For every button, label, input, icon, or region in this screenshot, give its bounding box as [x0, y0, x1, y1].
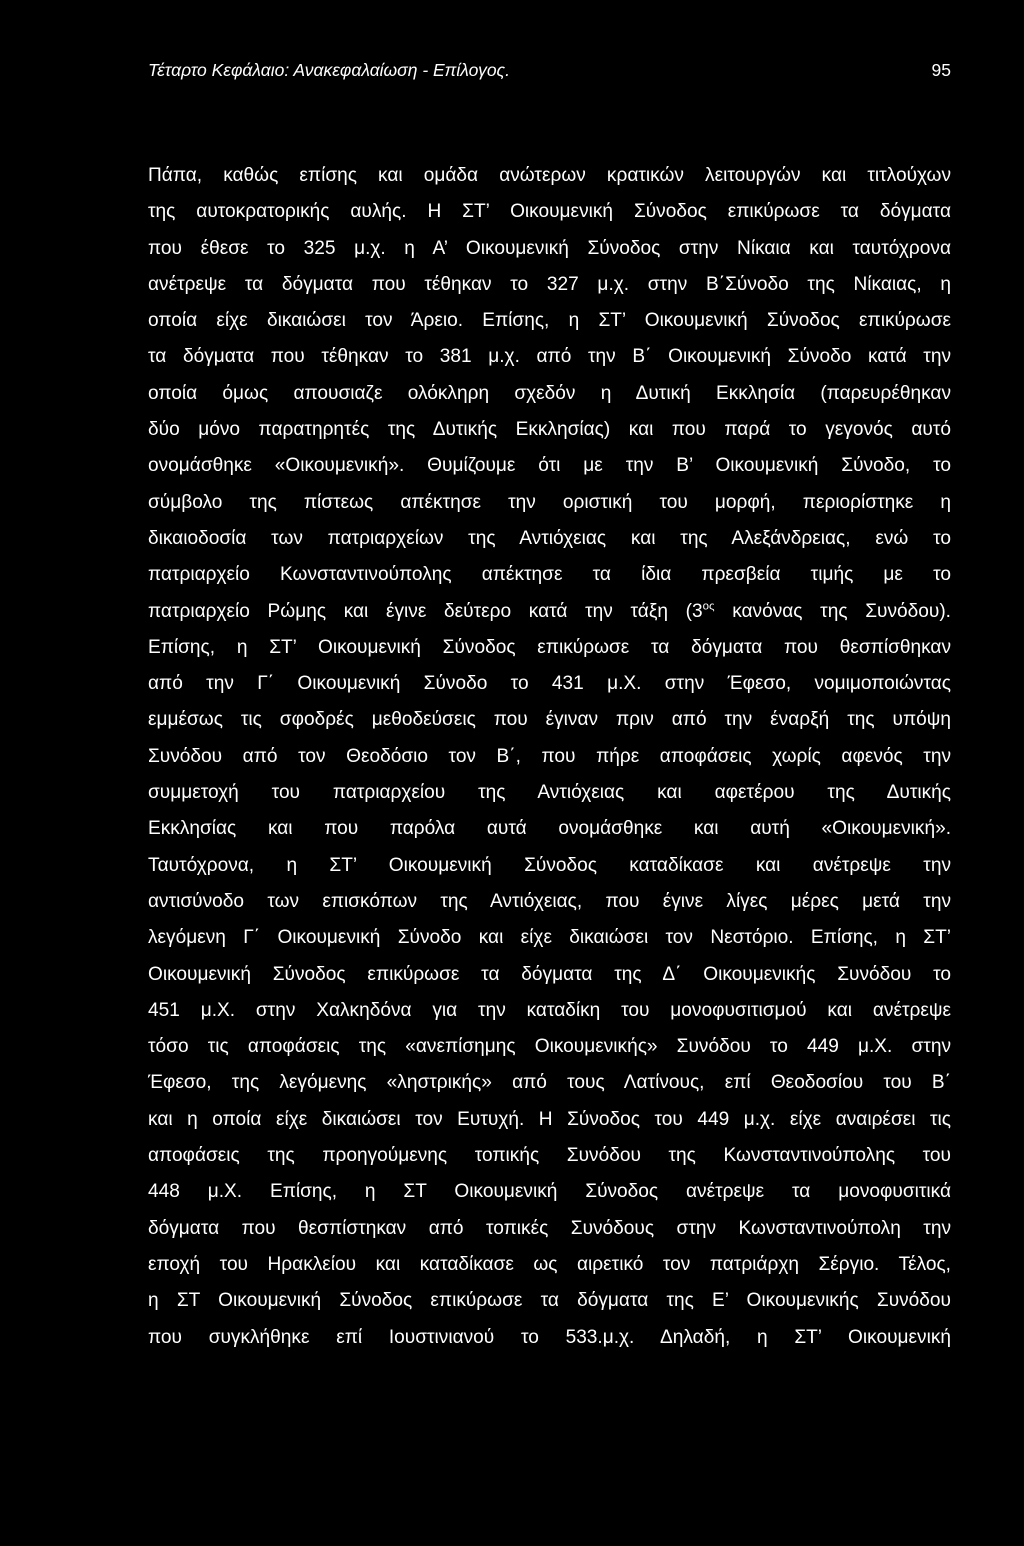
body-paragraph — [148, 158, 951, 1356]
text-line: σύμβολο της πίστεως απέκτησε την οριστική του μορφή, περιορίστηκε η — [148, 491, 951, 513]
text-line: τα δόγματα που τέθηκαν το 381 μ.χ. από την Β΄ Οικουμενική Σύνοδο κατά την — [148, 346, 951, 368]
text-line: 448 μ.Χ. Επίσης, η ΣΤ Οικουμενική Σύνοδος ανέτρεψε τα μονοφυσιτικά — [148, 1181, 951, 1203]
text-line: δύο μόνο παρατηρητές της Δυτικής Εκκλησίας) και που παρά το γεγονός αυτό — [148, 419, 951, 441]
text-line: Πάπα, καθώς επίσης και ομάδα ανώτερων κρατικών λειτουργών και τιτλούχων — [148, 165, 951, 186]
text-line: από την Γ΄ Οικουμενική Σύνοδο το 431 μ.Χ. στην Έφεσο, νομιμοποιώντας — [148, 673, 951, 695]
text-line: Συνόδου από τον Θεοδόσιο τον Β΄, που πήρε αποφάσεις χωρίς αφενός την — [148, 745, 951, 767]
text-line: εποχή του Ηρακλείου και καταδίκασε ως αιρετικό τον πατριάρχη Σέργιο. Τέλος, — [148, 1253, 951, 1275]
text-line: και η οποία είχε δικαιώσει τον Ευτυχή. Η Σύνοδος του 449 μ.χ. είχε αναιρέσει τις — [148, 1108, 951, 1130]
text-line: αντισύνοδο των επισκόπων της Αντιόχειας, που έγινε λίγες μέρες μετά την — [148, 890, 951, 912]
text-line: 451 μ.Χ. στην Χαλκηδόνα για την καταδίκη του μονοφυσιτισμού και ανέτρεψε — [148, 999, 951, 1021]
text-line: πατριαρχείο Ρώμης και έγινε δεύτερο κατά την τάξη ($3^{o\varsigma}$ κανόνας της Συνόδου). — [148, 600, 951, 622]
text-line: Ταυτόχρονα, η ΣΤ’ Οικουμενική Σύνοδος καταδίκασε και ανέτρεψε την — [148, 854, 951, 876]
text-line: πατριαρχείο Κωνσταντινούπολης απέκτησε τα ίδια πρεσβεία τιμής με το — [148, 564, 951, 586]
text-line: Οικουμενική Σύνοδος επικύρωσε τα δόγματα της Δ΄ Οικουμενικής Συνόδου το — [148, 963, 951, 985]
text-line: συμμετοχή του πατριαρχείου της Αντιόχειας και αφετέρου της Δυτικής — [148, 782, 951, 804]
page-number: 95 — [931, 60, 951, 80]
text-line: δικαιοδοσία των πατριαρχείων της Αντιόχειας και της Αλεξάνδρειας, ενώ το — [148, 527, 951, 549]
text-line: ανέτρεψε τα δόγματα που τέθηκαν το 327 μ.χ. στην Β΄Σύνοδο της Νίκαιας, η — [148, 273, 951, 295]
text-line: οποία είχε δικαιώσει τον Άρειο. Επίσης, η ΣΤ’ Οικουμενική Σύνοδος επικύρωσε — [148, 310, 951, 332]
text-line: εμμέσως τις σφοδρές μεθοδεύσεις που έγιναν πριν από την έναρξή της υπόψη — [148, 709, 951, 731]
text-line: Εκκλησίας και που παρόλα αυτά ονομάσθηκε και αυτή «Οικουμενική». — [148, 818, 951, 840]
text-line: που έθεσε το 325 μ.χ. η Α’ Οικουμενική Σύνοδος στην Νίκαια και ταυτόχρονα — [148, 237, 951, 259]
running-title: Τέταρτο Κεφάλαιο: Ανακεφαλαίωση - Επίλογος. — [148, 60, 510, 80]
text-line: δόγματα που θεσπίστηκαν από τοπικές Συνόδους στην Κωνσταντινούπολη την — [148, 1217, 951, 1239]
text-line: η ΣΤ Οικουμενική Σύνοδος επικύρωσε τα δόγματα της Ε’ Οικουμενικής Συνόδου — [148, 1290, 951, 1312]
text-line: λεγόμενη Γ΄ Οικουμενική Σύνοδο και είχε δικαιώσει τον Νεστόριο. Επίσης, η ΣΤ’ — [148, 927, 951, 949]
text-line: οποία όμως απουσιαζε ολόκληρη σχεδόν η Δυτική Εκκλησία (παρευρέθηκαν — [148, 382, 951, 404]
text-line: που συγκλήθηκε επί Ιουστινιανού το 533.μ.χ. Δηλαδή, η ΣΤ’ Οικουμενική — [148, 1326, 951, 1348]
text-line: Επίσης, η ΣΤ’ Οικουμενική Σύνοδος επικύρωσε τα δόγματα που θεσπίσθηκαν — [148, 636, 951, 658]
text-line: ονομάσθηκε «Οικουμενική». Θυμίζουμε ότι με την Β’ Οικουμενική Σύνοδο, το — [148, 455, 951, 477]
text-line: Έφεσο, της λεγόμενης «ληστρικής» από τους Λατίνους, επί Θεοδοσίου του Β΄ — [148, 1072, 951, 1094]
text-line: αποφάσεις της προηγούμενης τοπικής Συνόδου της Κωνσταντινούπολης του — [148, 1145, 951, 1167]
text-line: της αυτοκρατορικής αυλής. Η ΣΤ’ Οικουμενική Σύνοδος επικύρωσε τα δόγματα — [148, 201, 951, 223]
page-header — [148, 60, 951, 90]
text-line: τόσο τις αποφάσεις της «ανεπίσημης Οικουμενικής» Συνόδου το 449 μ.Χ. στην — [148, 1036, 951, 1058]
